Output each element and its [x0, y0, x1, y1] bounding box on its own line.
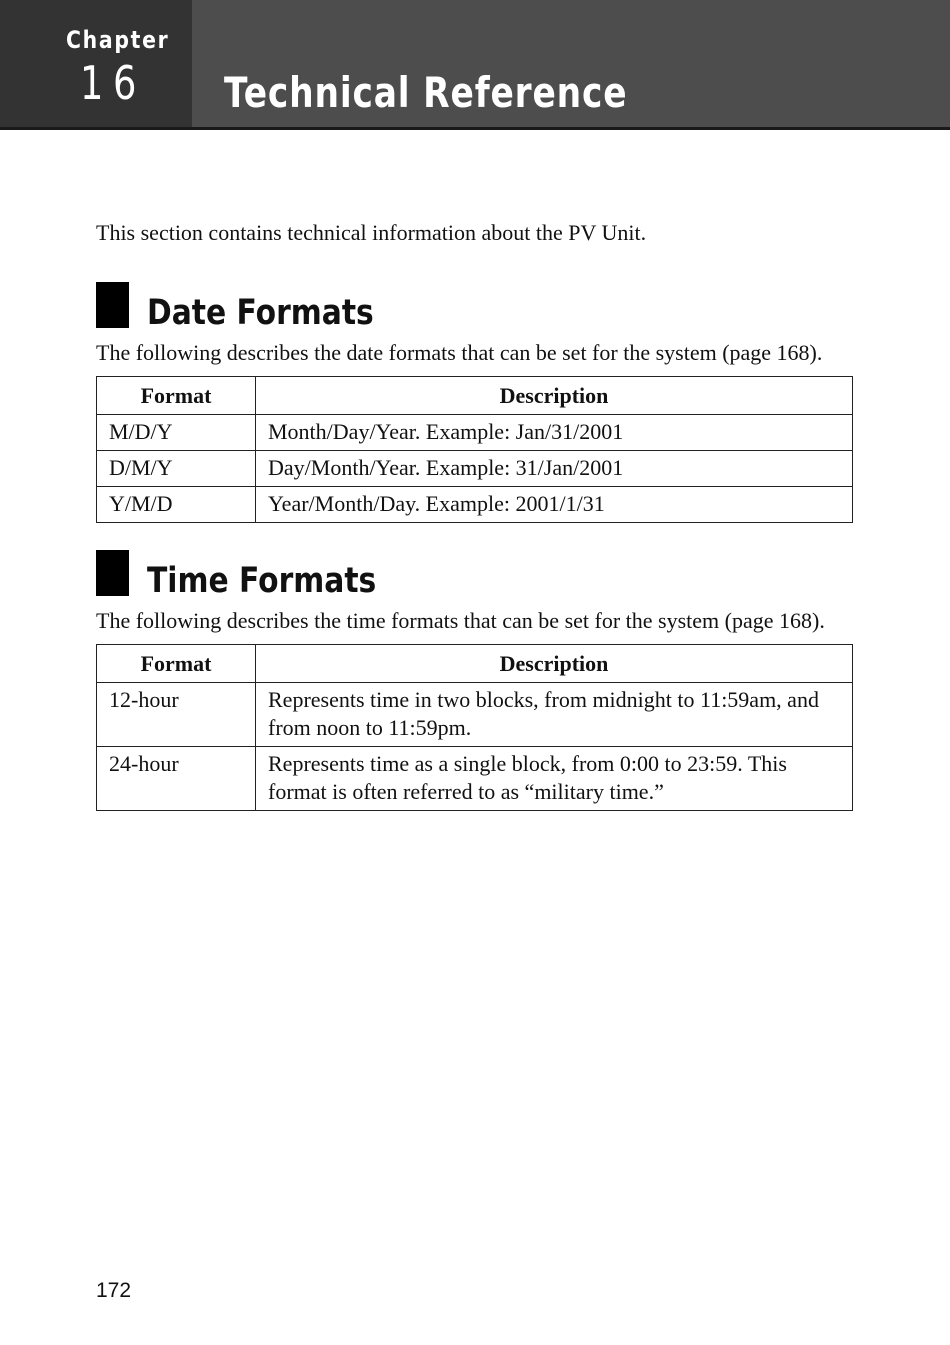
description-cell: Represents time in two blocks, from midnight to 11:59am, and from noon to 11:59pm.: [256, 683, 853, 747]
table-row: [97, 683, 853, 747]
description-cell: Represents time as a single block, from 0:00 to 23:59. This format is often referred to as “military time.”: [256, 747, 853, 811]
table-header-row: [97, 645, 853, 683]
description-cell: Day/Month/Year. Example: 31/Jan/2001: [256, 451, 853, 487]
date-formats-table: [96, 376, 853, 523]
table-row: [97, 487, 853, 523]
date-formats-description: The following describes the date formats that can be set for the system (page 168).: [96, 340, 823, 365]
intro-text: This section contains technical information about the PV Unit.: [96, 220, 647, 245]
table-row: [97, 415, 853, 451]
table-header-row: [97, 377, 853, 415]
table-row: [97, 451, 853, 487]
time-formats-description: The following describes the time formats that can be set for the system (page 168).: [96, 608, 825, 633]
column-header-description: Description: [256, 645, 853, 683]
column-header-format: Format: [97, 645, 256, 683]
section-marker-date: [96, 282, 129, 328]
column-header-description: Description: [256, 377, 853, 415]
chapter-title: Technical Reference: [224, 68, 628, 117]
section-marker-time: [96, 550, 129, 596]
format-cell: Y/M/D: [97, 487, 256, 523]
chapter-number: 16: [80, 56, 147, 110]
chapter-badge: [0, 0, 192, 127]
format-cell: 24-hour: [97, 747, 256, 811]
format-cell: 12-hour: [97, 683, 256, 747]
table-row: [97, 747, 853, 811]
format-cell: D/M/Y: [97, 451, 256, 487]
time-formats-heading: Time Formats: [147, 561, 377, 601]
format-cell: M/D/Y: [97, 415, 256, 451]
page-number: 172: [96, 1279, 132, 1302]
column-header-format: Format: [97, 377, 256, 415]
description-cell: Year/Month/Day. Example: 2001/1/31: [256, 487, 853, 523]
time-formats-table: [96, 644, 853, 811]
chapter-label: Chapter: [66, 26, 170, 54]
date-formats-heading: Date Formats: [147, 293, 374, 333]
description-cell: Month/Day/Year. Example: Jan/31/2001: [256, 415, 853, 451]
chapter-header: [0, 0, 950, 130]
